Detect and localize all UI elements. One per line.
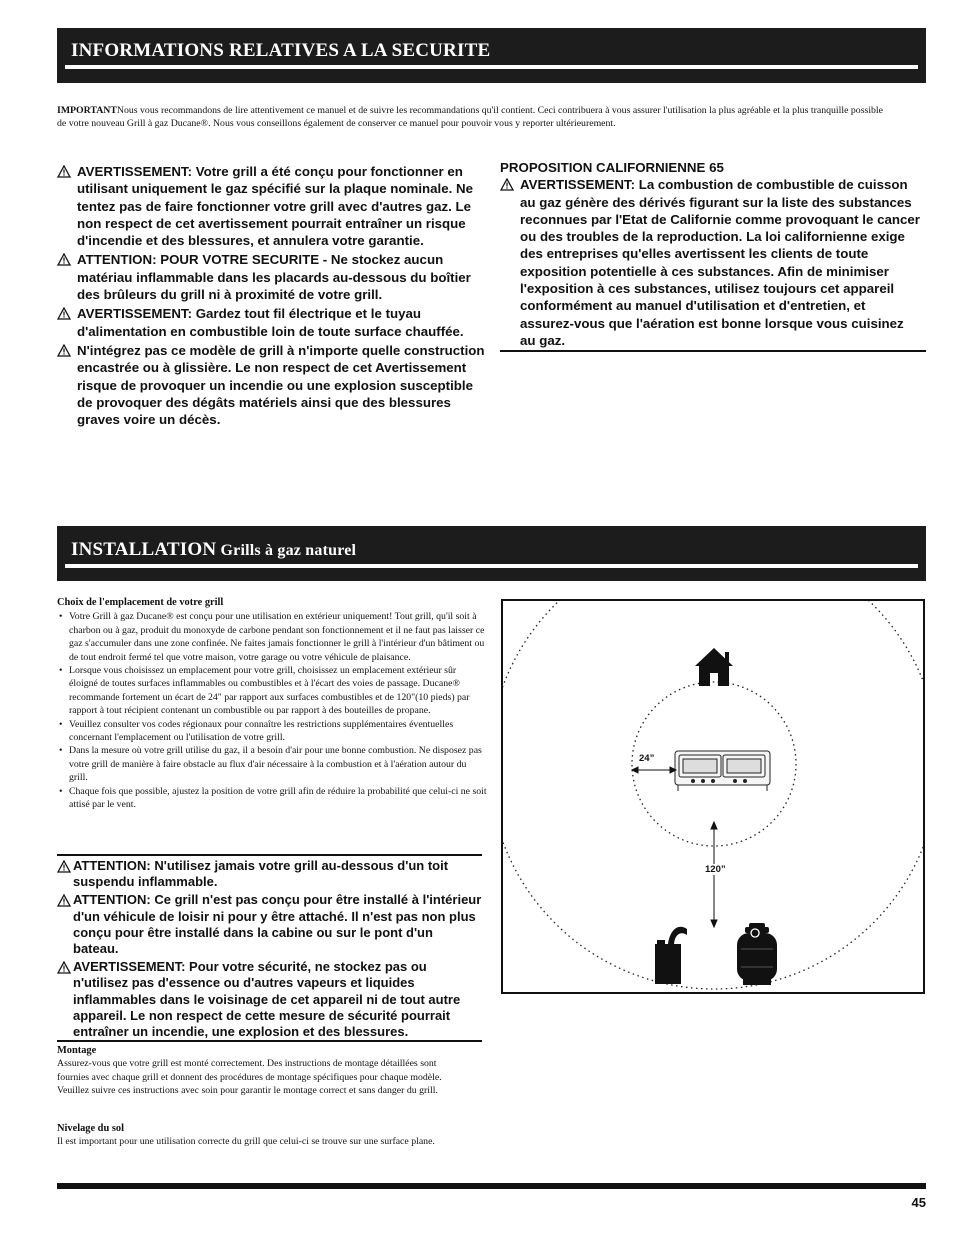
- warning-triangle-icon: [500, 178, 514, 191]
- montage-section: [57, 1044, 467, 1098]
- clearance-label-120: 120”: [705, 864, 726, 875]
- warning-triangle-icon: [57, 860, 71, 873]
- warning-triangle-icon: [57, 961, 71, 974]
- list-item: • Dans la mesure où votre grill utilise du gaz, il a besoin d'air pour une bonne combustion. Ne disposez pas votre grill de manière à faire obstacle au flux d'air nécessaire à la combustion et à l'aération autour du grill.: [57, 744, 487, 784]
- page-number: 45: [911, 1195, 926, 1210]
- list-item: • Lorsque vous choisissez un emplacement pour votre grill, choisissez un emplacement extérieur sûr éloigné de toutes surfaces inflammables ou combustibles et à l'écart des voies de passage. Ducane® recommande fortement un écart de 24" par rapport aux surfaces combustibles et de 120"(10 pieds) par rapport à tout récipient contenant un combustible ou par rapport à des bouteilles de propane.: [57, 664, 487, 718]
- install-warnings: [57, 858, 482, 1040]
- prop65-block: [500, 159, 920, 349]
- montage-text: Assurez-vous que votre grill est monté correctement. Des instructions de montage détaillées sont fournies avec chaque grill et donnent des procédures de montage spécifiques pour chaque modèle. Veuillez suivre ces instructions avec soin pour garantir le montage correct et sans danger du grill.: [57, 1058, 442, 1097]
- installation-title: [71, 539, 356, 561]
- location-bullets: [57, 610, 487, 811]
- safety-warning-1: AVERTISSEMENT: Votre grill a été conçu pour fonctionner en utilisant uniquement le gaz spécifié sur la plaque nominale. Ne tentez pas de faire fonctionner votre grill avec d'autres gaz. Le non respect de cet avertissement pourrait entraîner un risque d'incendie et des blessures, et annulera votre garantie.: [57, 163, 485, 249]
- clearance-diagram: [501, 599, 925, 994]
- warning-triangle-icon: [57, 253, 71, 266]
- warning-triangle-icon: [57, 344, 71, 357]
- important-text: Nous vous recommandons de lire attentivement ce manuel et de suivre les recommandations qu'il contient. Ceci contribuera à vous assurer l'utilisation la plus agréable et la plus tranquille possible de votre nouveau Grill à gaz Ducane®. Nous vous conseillons également de conserver ce manuel pour pouvoir vous y reporter ultérieurement.: [57, 105, 884, 130]
- important-paragraph: [57, 104, 889, 131]
- install-warnings-top-rule: [57, 854, 482, 856]
- install-warning-2: ATTENTION: Ce grill n'est pas conçu pour être installé à l'intérieur d'un véhicule de loisir ni pour y être attaché. Il n'est pas non plus conçu pour être installé dans la cabine ou sur le pont d'un bateau.: [57, 892, 482, 957]
- list-item: • Chaque fois que possible, ajustez la position de votre grill afin de réduire la probabilité que celui-ci ne soit attisé par le vent.: [57, 785, 487, 812]
- clearance-arrow-24: [632, 767, 676, 773]
- list-item: • Votre Grill à gaz Ducane® est conçu pour une utilisation en extérieur uniquement! Tout grill, qu'il soit à charbon ou à gaz, produit du monoxyde de carbone pendant son fonctionnement et il ne faut pas laisser ce gaz s'accumuler dans une zone confinée. Ne faites jamais fonctionner le grill à l'intérieur d'un bâtiment ou de tout endroit fermé tel que votre maison, votre garage ou votre véhicule de plaisance.: [57, 610, 487, 664]
- install-warning-3: AVERTISSEMENT: Pour votre sécurité, ne stockez pas ou n'utilisez pas d'essence ou d'autres vapeurs et liquides inflammables dans le voisinage de cet appareil ni de tout autre appareil. Le non respect de cette mesure de sécurité pourrait entraîner un incendie, une explosion et des blessures.: [57, 959, 482, 1040]
- install-warning-1: ATTENTION: N'utilisez jamais votre grill au-dessous d'un toit suspendu inflammable.: [57, 858, 482, 890]
- nivelage-section: [57, 1122, 467, 1149]
- prop65-title: PROPOSITION CALIFORNIENNE 65: [500, 160, 724, 175]
- warning-triangle-icon: [57, 307, 71, 320]
- propane-tank-icon: [737, 923, 777, 985]
- grill-icon: [675, 751, 770, 791]
- safety-warning-2: ATTENTION: POUR VOTRE SECURITE - Ne stockez aucun matériau inflammable dans les placards au-dessous du boîtier des brûleurs du grill ni à proximité de votre grill.: [57, 251, 485, 303]
- installation-header: [57, 526, 926, 581]
- installation-title-main: INSTALLATION: [71, 539, 217, 560]
- safety-header: [57, 28, 926, 83]
- montage-heading: Montage: [57, 1045, 97, 1056]
- header-rule: [65, 564, 918, 568]
- location-section: [57, 596, 487, 812]
- list-item: • Veuillez consulter vos codes régionaux pour connaître les restrictions supplémentaires éventuelles concernant l'emplacement ou l'utilisation de votre grill.: [57, 718, 487, 745]
- nivelage-text: Il est important pour une utilisation correcte du grill que celui-ci se trouve sur une surface plane.: [57, 1136, 435, 1148]
- installation-title-sub: Grills à gaz naturel: [220, 542, 357, 559]
- clearance-label-24: 24”: [639, 753, 655, 764]
- safety-warning-3: AVERTISSEMENT: Gardez tout fil électrique et le tuyau d'alimentation en combustible loin de toute surface chauffée.: [57, 305, 485, 340]
- gas-can-icon: [655, 927, 687, 984]
- safety-warning-4: N'intégrez pas ce modèle de grill à n'importe quelle construction encastrée ou à glissière. Le non respect de cet Avertissement risque de provoquer un incendie ou une explosion susceptible de provoquer des dégâts matériels ainsi que des blessures graves voire un décès.: [57, 342, 485, 428]
- warning-triangle-icon: [57, 894, 71, 907]
- important-label: IMPORTANT: [57, 105, 117, 116]
- location-heading: Choix de l'emplacement de votre grill: [57, 597, 224, 608]
- nivelage-heading: Nivelage du sol: [57, 1123, 124, 1134]
- prop65-rule: [500, 350, 926, 352]
- header-rule: [65, 65, 918, 69]
- safety-title: INFORMATIONS RELATIVES A LA SECURITE: [71, 40, 491, 61]
- footer-rule: [57, 1183, 926, 1189]
- warning-triangle-icon: [57, 165, 71, 178]
- house-icon: [695, 648, 733, 686]
- prop65-warning: AVERTISSEMENT: La combustion de combustible de cuisson au gaz génère des dérivés figurant sur la liste des substances reconnues par l'Etat de Californie comme provoquant le cancer ou des troubles de la reproduction. La loi californienne exige des entreprises qu'elles avertissent les clients de toute exposition potentielle à ces substances. Afin de minimiser l'exposition à ces substances, utilisez toujours cet appareil conformément au manuel d'utilisation et d'entretien, et assurez-vous que l'aération est bonne lorsque vous cuisinez au gaz.: [500, 176, 920, 349]
- clearance-diagram-svg: [503, 601, 923, 992]
- safety-warnings-left: [57, 163, 485, 428]
- install-warnings-bottom-rule: [57, 1040, 482, 1042]
